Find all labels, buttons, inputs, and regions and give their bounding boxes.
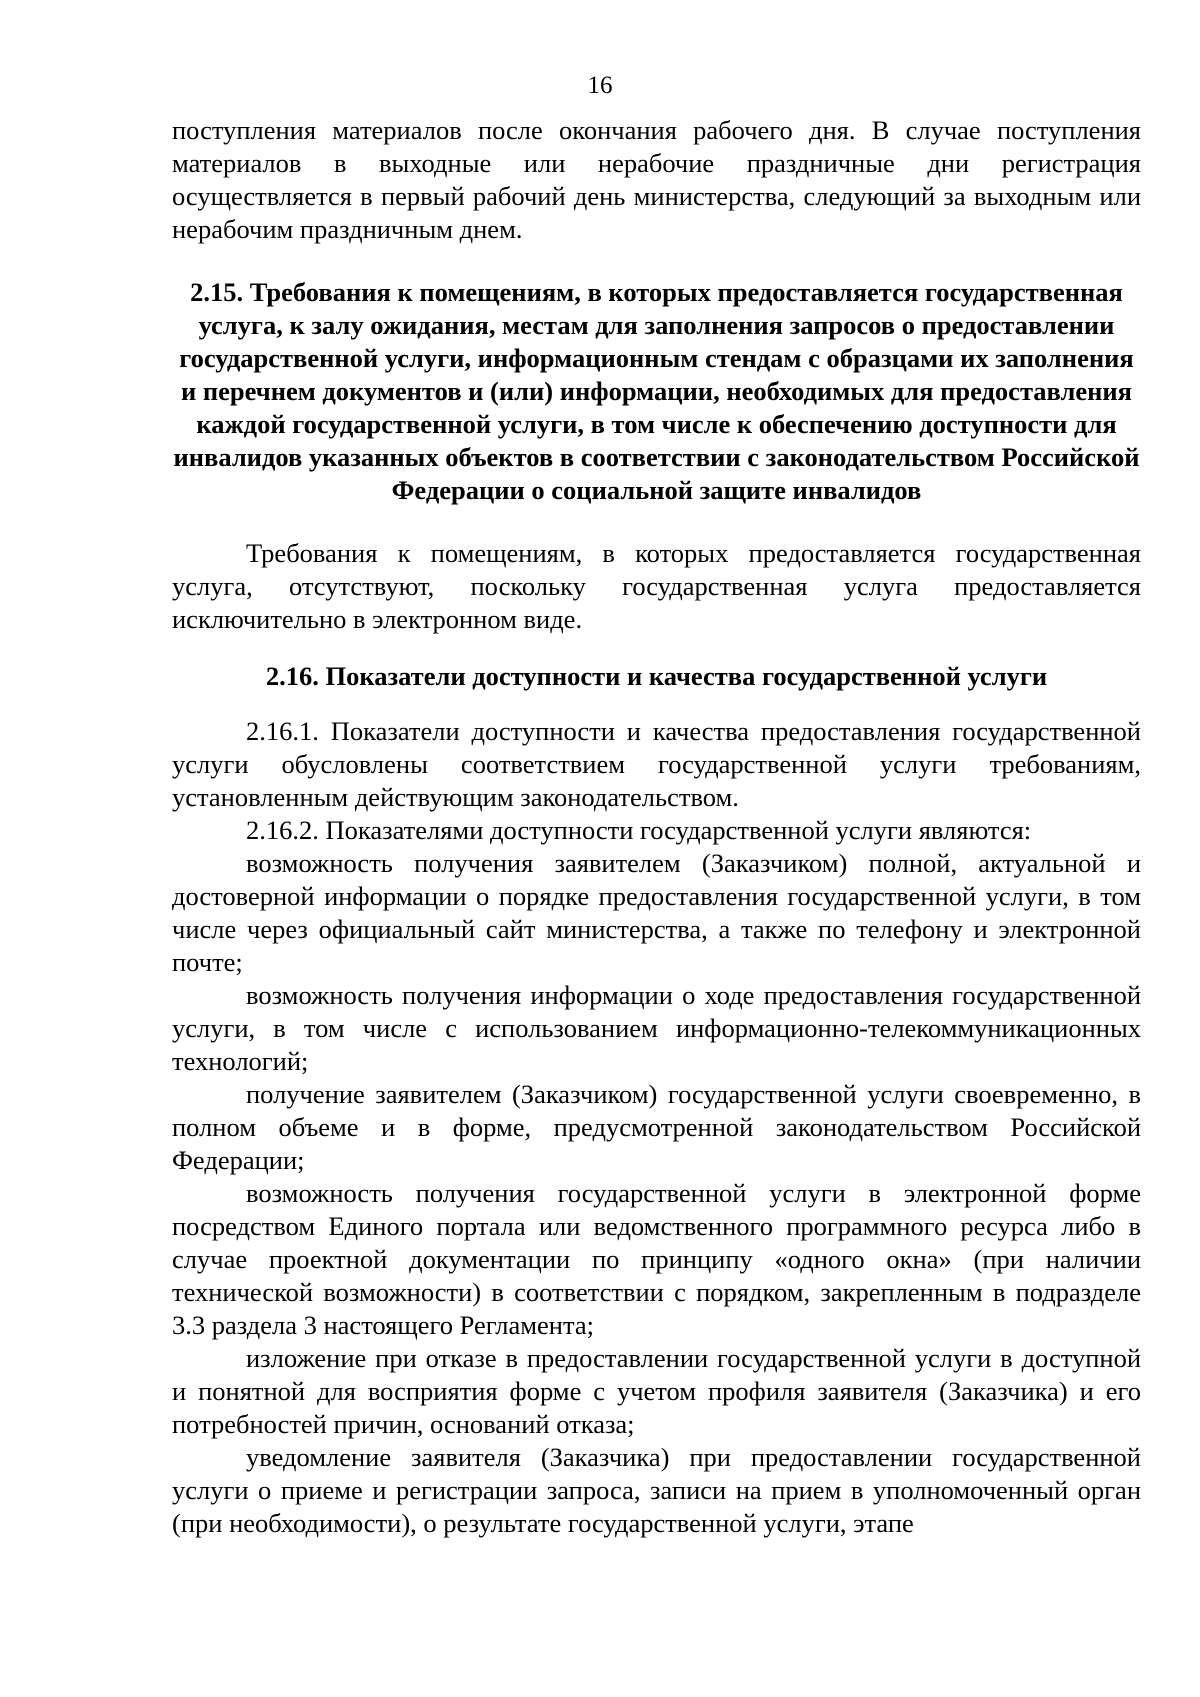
- intro-paragraph: поступления материалов после окончания рабочего дня. В случае поступления материалов в выходные или нерабочие праздничные дни регистрация осуществляется в первый рабочий день министерства, следующий за выходным или нерабочим праздничным днем.: [172, 115, 1141, 244]
- section-2-16-heading: 2.16. Показатели доступности и качества государственной услуги: [265, 661, 1048, 691]
- page-content: [172, 114, 1141, 1540]
- accessibility-item: возможность получения государственной услуги в электронной форме посредством Единого портала или ведомственного программного ресурса либо в случае проектной документации по принципу «одного окна» (при наличии технической возможности) в соответствии с порядком, закрепленным в подразделе 3.3 раздела 3 настоящего Регламента;: [172, 1178, 1141, 1340]
- accessibility-item: возможность получения информации о ходе предоставления государственной услуги, в том числе с использованием информационно-телекоммуникационных технологий;: [172, 980, 1141, 1076]
- page-number: 16: [587, 72, 613, 99]
- accessibility-item: возможность получения заявителем (Заказчиком) полной, актуальной и достоверной информации о порядке предоставления государственной услуги, в том числе через официальный сайт министерства, а также по телефону и электронной почте;: [172, 848, 1141, 977]
- paragraph-2-16-1: 2.16.1. Показатели доступности и качества предоставления государственной услуги обусловлены соответствием государственной услуги требованиям, установленным действующим законодательством.: [172, 716, 1141, 812]
- section-2-15-body: Требования к помещениям, в которых предоставляется государственная услуга, отсутствуют, поскольку государственная услуга предоставляется исключительно в электронном виде.: [172, 538, 1141, 634]
- section-2-15-heading: 2.15. Требования к помещениям, в которых предоставляется государственная услуга, к залу ожидания, местам для заполнения запросов о предоставлении государственной услуги, информационным стендам с образцами их заполнения и перечнем документов и (или) информации, необходимых для предоставления каждой государственной услуги, в том числе к обеспечению доступности для инвалидов указанных объектов в соответствии с законодательством Российской Федерации о социальной защите инвалидов: [173, 277, 1140, 505]
- paragraph-2-16-2: 2.16.2. Показателями доступности государственной услуги являются:: [246, 815, 1032, 845]
- accessibility-item: изложение при отказе в предоставлении государственной услуги в доступной и понятной для восприятия форме с учетом профиля заявителя (Заказчика) и его потребностей причин, оснований отказа;: [172, 1343, 1141, 1439]
- accessibility-item: получение заявителем (Заказчиком) государственной услуги своевременно, в полном объеме и в форме, предусмотренной законодательством Российской Федерации;: [172, 1079, 1141, 1175]
- accessibility-item: уведомление заявителя (Заказчика) при предоставлении государственной услуги о приеме и регистрации запроса, записи на прием в уполномоченный орган (при необходимости), о результате государственной услуги, этапе: [172, 1442, 1141, 1538]
